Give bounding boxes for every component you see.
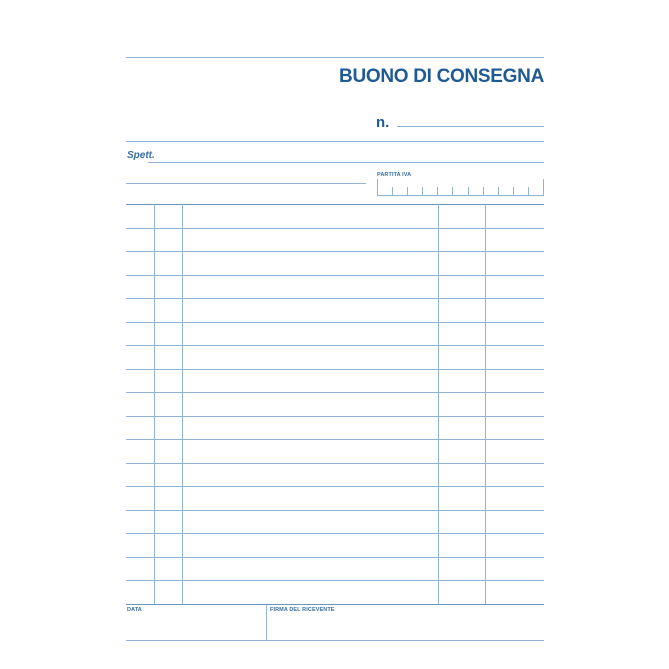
table-column-divider — [182, 204, 183, 604]
signature-field[interactable] — [266, 640, 544, 641]
vat-label: PARTITA IVA — [377, 172, 412, 178]
vat-box-tick — [377, 179, 378, 195]
vat-field[interactable] — [377, 195, 544, 196]
vat-box-tick — [513, 187, 514, 195]
vat-box-tick — [407, 187, 408, 195]
table-top-rule — [126, 204, 544, 205]
number-label: n. — [376, 114, 390, 131]
table-bottom-rule — [126, 604, 544, 605]
recipient-label: Spett. — [127, 150, 155, 161]
table-row-rule — [126, 251, 544, 252]
footer-divider — [266, 605, 267, 641]
table-row-rule — [126, 439, 544, 440]
vat-box-tick — [422, 187, 423, 195]
table-row-rule — [126, 392, 544, 393]
table-row-rule — [126, 322, 544, 323]
table-row-rule — [126, 345, 544, 346]
form-title: BUONO DI CONSEGNA — [339, 66, 544, 87]
table-row-rule — [126, 463, 544, 464]
table-row-rule — [126, 298, 544, 299]
table-row-rule — [126, 533, 544, 534]
table-row-rule — [126, 416, 544, 417]
vat-box-tick — [437, 187, 438, 195]
vat-box-tick — [392, 187, 393, 195]
vat-box-tick — [543, 179, 544, 195]
vat-box-tick — [528, 187, 529, 195]
vat-box-tick — [483, 187, 484, 195]
recipient-field-1[interactable] — [148, 162, 544, 163]
table-row-rule — [126, 486, 544, 487]
recipient-field-2[interactable] — [126, 183, 366, 184]
table-row-rule — [126, 275, 544, 276]
table-column-divider — [438, 204, 439, 604]
table-row-rule — [126, 510, 544, 511]
vat-box-tick — [452, 187, 453, 195]
table-row-rule — [126, 580, 544, 581]
table-row-rule — [126, 369, 544, 370]
signature-label: FIRMA DEL RICEVENTE — [270, 607, 335, 613]
vat-box-tick — [498, 187, 499, 195]
header-rule — [126, 141, 544, 142]
date-label: DATA — [127, 607, 142, 613]
top-rule — [126, 57, 544, 58]
vat-box-tick — [468, 187, 469, 195]
table-column-divider — [154, 204, 155, 604]
table-row-rule — [126, 228, 544, 229]
date-field[interactable] — [126, 640, 266, 641]
number-field[interactable] — [397, 126, 544, 127]
table-row-rule — [126, 557, 544, 558]
table-column-divider — [485, 204, 486, 604]
